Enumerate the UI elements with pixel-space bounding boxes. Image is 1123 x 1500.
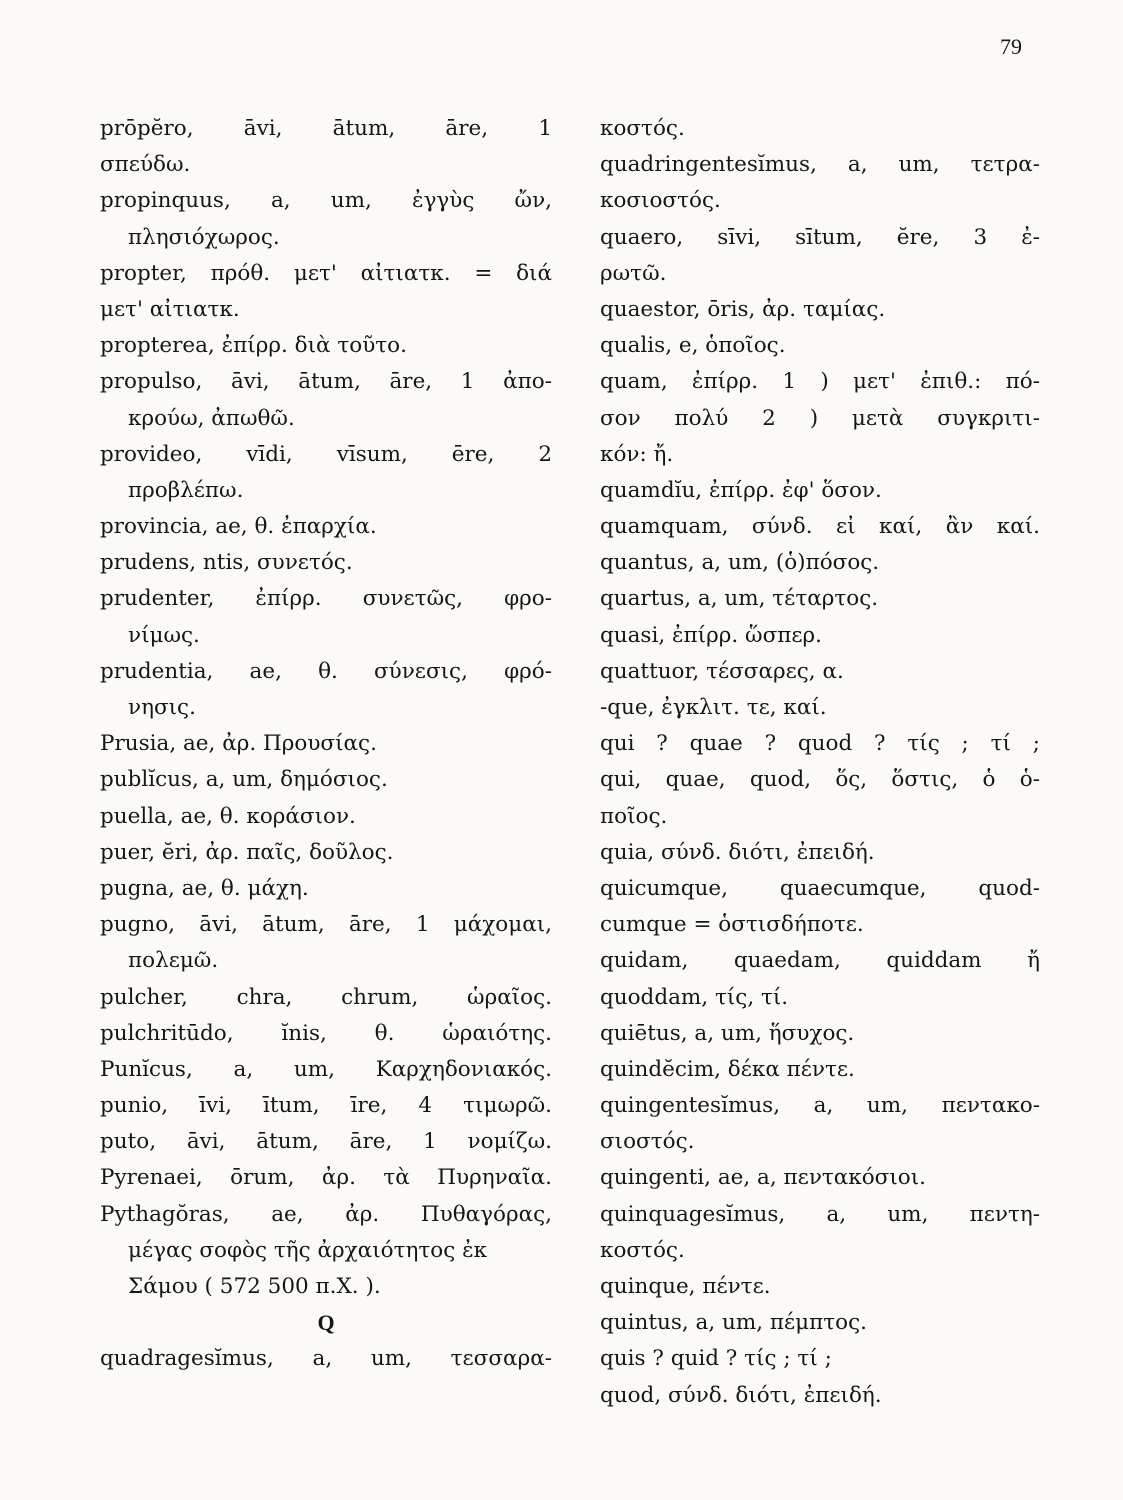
dictionary-line: pugno, āvi, ātum, āre, 1 μάχομαι, [100, 912, 552, 938]
dictionary-line: quaestor, ōris, ἀρ. ταμίας. [600, 296, 886, 322]
dictionary-line: pulchritūdo, ĭnis, θ. ὡραιότης. [100, 1020, 552, 1046]
dictionary-line: κοσιοστός. [600, 188, 721, 214]
dictionary-line: puella, ae, θ. κοράσιον. [100, 803, 356, 829]
dictionary-line: pugna, ae, θ. μάχη. [100, 875, 309, 901]
dictionary-line: propulso, āvi, ātum, āre, 1 ἀπο- [100, 369, 552, 395]
dictionary-line: cumque = ὁστισδήποτε. [600, 912, 864, 938]
dictionary-line: κόν: ἤ. [600, 441, 674, 467]
dictionary-line: Pyrenaei, ōrum, ἀρ. τὰ Πυρηναῖα. [100, 1165, 552, 1191]
dictionary-line: quiētus, a, um, ἥσυχος. [600, 1020, 855, 1046]
dictionary-line: provideo, vīdi, vīsum, ēre, 2 [100, 441, 552, 467]
dictionary-line: quod, σύνδ. διότι, ἐπειδή. [600, 1382, 882, 1408]
dictionary-line: quis ? quid ? τίς ; τί ; [600, 1346, 832, 1372]
dictionary-line: quadringentesĭmus, a, um, τετρα- [600, 152, 1040, 178]
dictionary-line: Punĭcus, a, um, Καρχηδονιακός. [100, 1056, 552, 1082]
dictionary-line: quasi, ἐπίρρ. ὥσπερ. [600, 622, 823, 648]
dictionary-line: prōpĕro, āvi, ātum, āre, 1 [100, 116, 552, 141]
dictionary-line: quaero, sīvi, sītum, ĕre, 3 ἐ- [600, 224, 1040, 250]
dictionary-line: prudenter, ἐπίρρ. συνετῶς, φρο- [100, 586, 552, 612]
dictionary-line: punio, īvi, ītum, īre, 4 τιμωρῶ. [100, 1093, 552, 1119]
dictionary-line: ρωτῶ. [600, 260, 667, 286]
dictionary-line: Σάμου ( 572 500 π.Χ. ). [128, 1274, 381, 1299]
dictionary-line: quia, σύνδ. διότι, ἐπειδή. [600, 839, 875, 865]
dictionary-line: μετ' αἰτιατκ. [100, 296, 240, 322]
dictionary-line: σπεύδω. [100, 152, 191, 178]
dictionary-line: quidam, quaedam, quiddam ἤ [600, 948, 1040, 974]
dictionary-line: quadragesĭmus, a, um, τεσσαρα- [100, 1346, 552, 1372]
dictionary-line: puer, ĕri, ἀρ. παῖς, δοῦλος. [100, 839, 394, 865]
section-heading: Q [317, 1310, 335, 1336]
dictionary-line: quam, ἐπίρρ. 1 ) μετ' ἐπιθ.: πό- [600, 369, 1040, 395]
dictionary-line: σον πολύ 2 ) μετὰ συγκριτι- [600, 405, 1040, 431]
dictionary-line: propinquus, a, um, ἐγγὺς ὤν, [100, 188, 552, 214]
dictionary-line: νησις. [128, 695, 196, 720]
dictionary-line: quingenti, ae, a, πεντακόσιοι. [600, 1165, 926, 1191]
dictionary-line: σιοστός. [600, 1129, 695, 1155]
dictionary-line: quartus, a, um, τέταρτος. [600, 586, 879, 612]
left-column [100, 111, 552, 1378]
dictionary-line: προβλέπω. [128, 477, 244, 503]
dictionary-line: πολεμῶ. [128, 948, 219, 974]
dictionary-line: quamquam, σύνδ. εἰ καί, ἂν καί. [600, 514, 1040, 540]
right-column [600, 111, 1040, 1414]
dictionary-line: quintus, a, um, πέμπτος. [600, 1310, 867, 1336]
dictionary-line: provincia, ae, θ. ἐπαρχία. [100, 514, 377, 540]
dictionary-line: νίμως. [128, 622, 200, 648]
dictionary-line: ποῖος. [600, 803, 668, 829]
dictionary-line: propterea, ἐπίρρ. διὰ τοῦτο. [100, 333, 407, 359]
dictionary-line: qui ? quae ? quod ? τίς ; τί ; [600, 731, 1040, 757]
dictionary-line: pulcher, chra, chrum, ὡραῖος. [100, 984, 552, 1010]
dictionary-line: qui, quae, quod, ὅς, ὅστις, ὁ ὁ- [600, 767, 1040, 793]
dictionary-line: quingentesĭmus, a, um, πεντακο- [600, 1093, 1040, 1119]
dictionary-line: quattuor, τέσσαρες, α. [600, 658, 844, 684]
dictionary-line: quinquagesĭmus, a, um, πεντη- [600, 1201, 1040, 1227]
dictionary-line: prudens, ntis, συνετός. [100, 550, 353, 576]
dictionary-line: μέγας σοφὸς τῆς ἀρχαιότητος ἐκ [128, 1237, 488, 1263]
dictionary-line: quantus, a, um, (ὁ)πόσος. [600, 550, 880, 576]
dictionary-line: publĭcus, a, um, δημόσιος. [100, 767, 388, 793]
dictionary-line: Prusia, ae, ἀρ. Προυσίας. [100, 731, 377, 757]
page-number: 79 [1000, 34, 1022, 59]
dictionary-line: κοστός. [600, 116, 685, 141]
dictionary-line: quamdĭu, ἐπίρρ. ἐφ' ὅσον. [600, 477, 882, 503]
dictionary-line: prudentia, ae, θ. σύνεσις, φρό- [100, 658, 552, 684]
dictionary-line: -que, ἐγκλιτ. τε, καί. [600, 695, 827, 720]
dictionary-line: πλησιόχωρος. [128, 224, 280, 250]
dictionary-line: Pythagŏras, ae, ἀρ. Πυθαγόρας, [100, 1201, 552, 1227]
dictionary-line: quinque, πέντε. [600, 1274, 771, 1299]
dictionary-line: qualis, e, ὁποῖος. [600, 333, 786, 359]
dictionary-line: quoddam, τίς, τί. [600, 984, 789, 1010]
dictionary-line: puto, āvi, ātum, āre, 1 νομίζω. [100, 1129, 552, 1155]
dictionary-line: κοστός. [600, 1237, 685, 1263]
dictionary-line: κρούω, ἀπωθῶ. [128, 405, 295, 431]
dictionary-line: quicumque, quaecumque, quod- [600, 875, 1040, 901]
dictionary-line: propter, πρόθ. μετ' αἰτιατκ. = διά [100, 260, 552, 286]
dictionary-line: quindĕcim, δέκα πέντε. [600, 1056, 855, 1082]
